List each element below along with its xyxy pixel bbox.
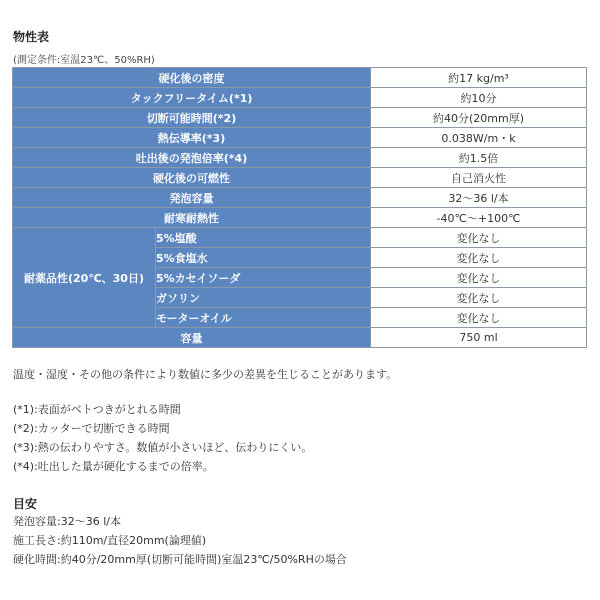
guide-list (13, 512, 347, 569)
row-value: 約1.5倍 (371, 148, 587, 168)
table-row (13, 108, 587, 128)
chemical-resistance-label: 耐薬品性(20℃、30日) (13, 228, 156, 328)
table-row (13, 208, 587, 228)
row-value: 約40分(20mm厚) (371, 108, 587, 128)
chemical-label: 5%食塩水 (156, 248, 371, 268)
row-label: 硬化後の密度 (13, 68, 371, 88)
row-value: -40℃～+100℃ (371, 208, 587, 228)
row-label: タックフリータイム(*1) (13, 88, 371, 108)
row-value: 約17 kg/m³ (371, 68, 587, 88)
footnote: (*2):カッターで切断できる時間 (13, 422, 170, 435)
table-row (13, 88, 587, 108)
chemical-label: 5%カセイソーダ (156, 268, 371, 288)
guide-line: 硬化時間:約40分/20mm厚(切断可能時間)室温23℃/50%RHの場合 (13, 553, 347, 566)
variance-note: 温度・湿度・その他の条件により数値に多少の差異を生じることがあります。 (13, 368, 398, 381)
guide-line: 施工長さ:約110m/直径20mm(論理値) (13, 534, 207, 547)
page-title: 物性表 (13, 30, 50, 44)
chemical-value: 変化なし (371, 308, 587, 328)
row-label: 容量 (13, 328, 371, 348)
guide-line: 発泡容量:32～36 l/本 (13, 515, 121, 528)
row-value: 32～36 l/本 (371, 188, 587, 208)
row-label: 耐寒耐熱性 (13, 208, 371, 228)
row-label: 切断可能時間(*2) (13, 108, 371, 128)
table-row (13, 188, 587, 208)
footnotes (13, 400, 312, 476)
chemical-value: 変化なし (371, 228, 587, 248)
table-row (13, 168, 587, 188)
measurement-conditions: (測定条件:室温23℃、50%RH) (13, 55, 155, 66)
table-row (13, 328, 587, 348)
table-row (13, 68, 587, 88)
footnote: (*4):吐出した量が硬化するまでの倍率。 (13, 460, 214, 473)
chemical-value: 変化なし (371, 248, 587, 268)
row-label: 熱伝導率(*3) (13, 128, 371, 148)
table-row (13, 228, 587, 248)
chemical-label: ガソリン (156, 288, 371, 308)
footnote: (*3):熱の伝わりやすさ。数値が小さいほど、伝わりにくい。 (13, 441, 313, 454)
footnote: (*1):表面がベトつきがとれる時間 (13, 403, 181, 416)
chemical-value: 変化なし (371, 288, 587, 308)
property-table (12, 67, 587, 348)
chemical-label: モーターオイル (156, 308, 371, 328)
chemical-value: 変化なし (371, 268, 587, 288)
guide-title: 目安 (13, 497, 38, 511)
table-row (13, 148, 587, 168)
table-row (13, 128, 587, 148)
row-value: 自己消火性 (371, 168, 587, 188)
row-value: 750 ml (371, 328, 587, 348)
chemical-label: 5%塩酸 (156, 228, 371, 248)
row-value: 0.038W/m・k (371, 128, 587, 148)
row-label: 吐出後の発泡倍率(*4) (13, 148, 371, 168)
row-value: 約10分 (371, 88, 587, 108)
row-label: 硬化後の可燃性 (13, 168, 371, 188)
row-label: 発泡容量 (13, 188, 371, 208)
